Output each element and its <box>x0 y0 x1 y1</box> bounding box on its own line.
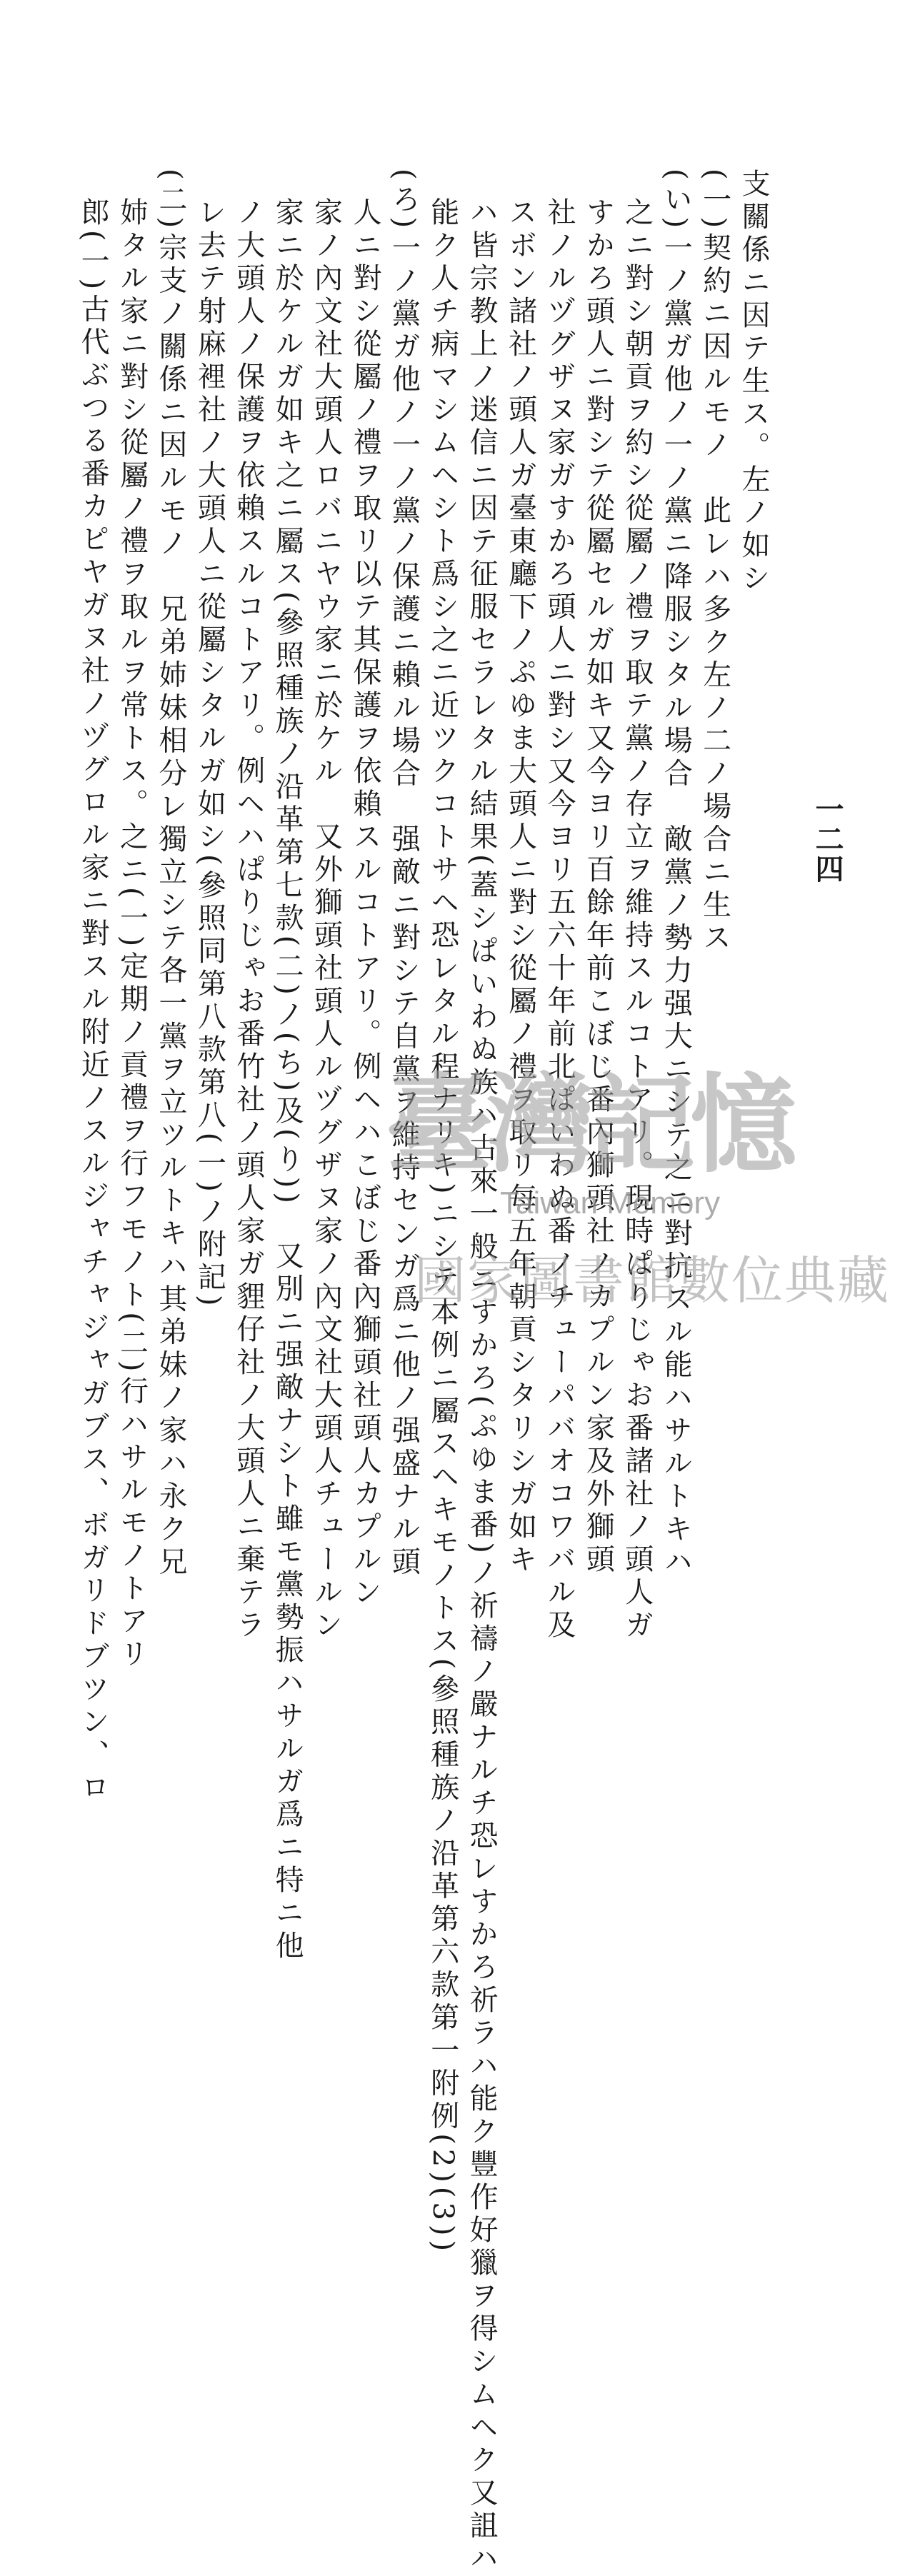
text-column: 之ニ對シ朝貢ヲ約シ從屬ノ禮ヲ取テ黨ノ存立ヲ維持スルコトアリ。現時ぱりじゃお番諸社ノ頭人ガ <box>620 197 654 1643</box>
text-column: 社ノルヅグザヌ家ガすかろ頭人ニ對シ又今ヨリ五六十年前北ぱいわぬ番ノチューパバオコワバル及 <box>542 197 576 1643</box>
text-column: 家ノ內文社大頭人ロバニヤウ家ニ於ケル 又外獅頭社頭人ルヅグザヌ家ノ內文社大頭人チュールン <box>309 197 343 1643</box>
watermark-english-text: Taiwan Memory <box>500 1186 721 1221</box>
text-column: 家ニ於ケルガ如キ之ニ屬ス(參照種族ノ沿革第七款(二)ノ(ち)及(り)) 又別ニ强敵ナシト雖モ黨勢振ハサルガ爲ニ特ニ他 <box>271 197 304 1963</box>
text-column: レ去テ射麻裡社ノ大頭人ニ從屬シタルガ如シ(參照同第八款第八(一)ノ附記) <box>193 197 226 1310</box>
page-number: 一二四 <box>811 794 844 884</box>
watermark <box>386 1062 891 1328</box>
text-column: 支關係ニ因テ生ス。左ノ如シ <box>737 169 770 596</box>
text-column: 姉タル家ニ對シ從屬ノ禮ヲ取ルヲ常トス。之ニ(一)定期ノ貢禮ヲ行フモノト(二)行ハサルモノトアリ <box>115 197 149 1672</box>
text-column: すかろ頭人ニ對シテ從屬セルガ如キ又今ヨリ百餘年前こぼじ番內獅頭社ノカプルン家及外獅頭 <box>581 197 615 1577</box>
text-column: ハ皆宗教上ノ迷信ニ因テ征服セラレタル結果(蓋シぱいわぬ族ハ古來一般ニすかろ(ぷゆま番)ノ祈禱ノ嚴ナルチ恐レすかろ祈ラハ能ク豐作好獵ヲ得シムヘク又詛ハ <box>465 197 499 2576</box>
text-column: (二)宗支ノ關係ニ因ルモノ 兄弟姉妹相分レ獨立シテ各一黨ヲ立ツルトキハ其弟妹ノ家ハ永ク兄 <box>154 169 187 1580</box>
text-column: 郎(一)古代ぶつる番カピヤガヌ社ノヅグロル家ニ對スル附近ノスルジャチャジャガブス、ボガリドブツン、ロ <box>76 197 110 1805</box>
text-column: (一)契約ニ因ルモノ 此レハ多ク左ノ二ノ場合ニ生ス <box>698 169 731 956</box>
text-column: 人ニ對シ從屬ノ禮ヲ取リ以テ其保護ヲ依賴スルコトアリ。例ヘハこぼじ番內獅頭社頭人カプルン <box>348 197 381 1610</box>
watermark-chinese-text: 國家圖書館數位典藏 <box>414 1251 891 1310</box>
text-column: (ろ)一ノ黨ガ他ノ一ノ黨ノ保護ニ賴ル場合 强敵ニ對シテ自黨ヲ維持センガ爲ニ他ノ强盛ナル頭 <box>387 169 421 1580</box>
text-column: ノ大頭人ノ保護ヲ依賴スルコトアリ。例ヘハぱりじゃお番竹社ノ頭人家ガ貍仔社ノ大頭人ニ棄テラ <box>231 197 265 1643</box>
text-column: (い)一ノ黨ガ他ノ一ノ黨ニ降服シタル場合 敵黨ノ勢力强大ニシテ之ニ對抗スル能ハサルトキハ <box>659 169 693 1580</box>
text-column: スボン諸社ノ頭人ガ臺東廳下ノぷゆま大頭人ニ對シ從屬ノ禮ヲ取リ每五年朝貢シタリシガ如キ <box>504 197 537 1577</box>
text-column: 能ク人チ病マシムヘシト爲シ之ニ近ツクコトサヘ恐レタル程ナリキ)ニシテ本例ニ屬スヘキモノトス(參照種族ノ沿革第六款第一附例(2)(3)) <box>426 197 459 2256</box>
watermark-logo: 臺灣記憶 <box>386 1062 792 1188</box>
